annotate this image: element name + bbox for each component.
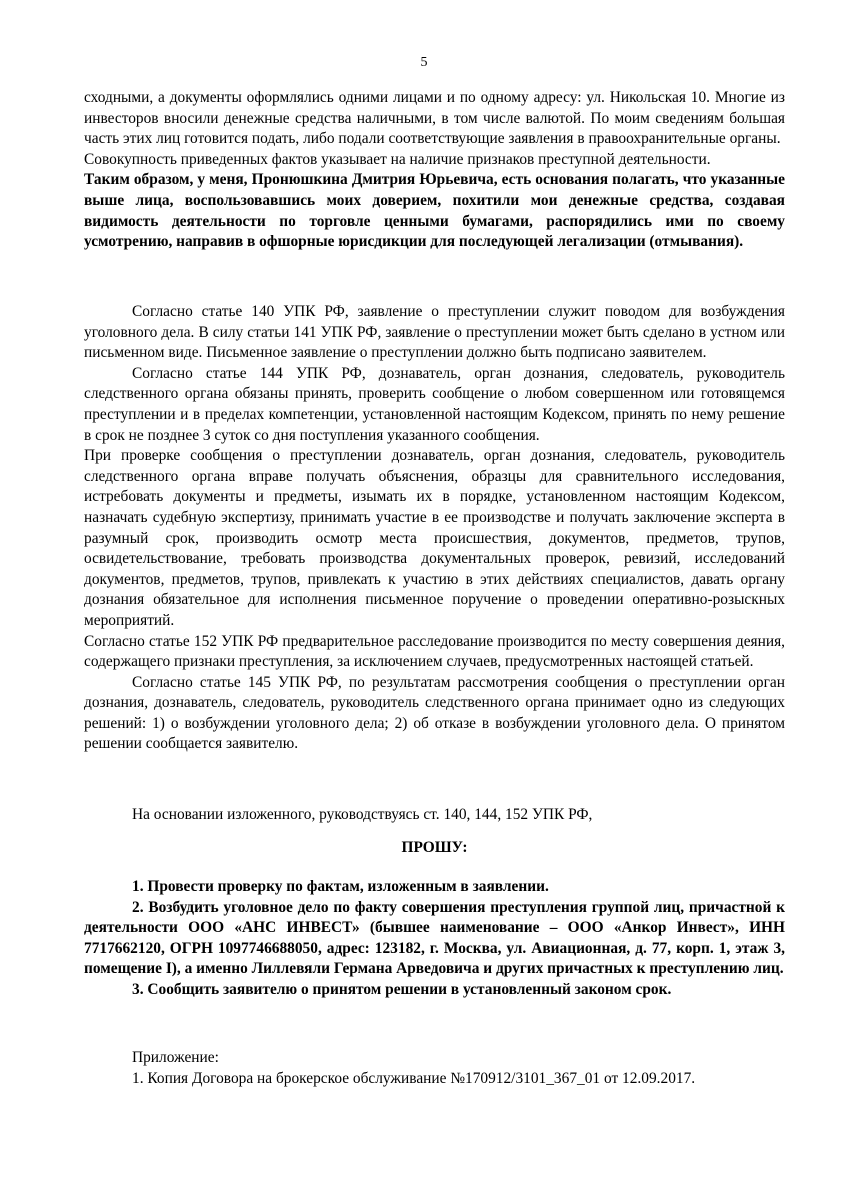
paragraph-totality: Совокупность приведенных фактов указывает на наличие признаков преступной деятельности.: [84, 150, 711, 168]
paragraph-article-145: Согласно статье 145 УПК РФ, по результатам рассмотрения сообщения о преступлении орган дознания, дознаватель, следователь, руководитель следственного органа принимает одно из следующих решений: 1) о возбуждении уголовного дела; 2) об отказе в возбуждении уголовного дела. О принятом решении сообщается заявителю.: [84, 673, 785, 753]
request-item-1: 1. Провести проверку по фактам, изложенным в заявлении.: [132, 878, 549, 895]
body-section-facts: [84, 88, 785, 253]
paragraph-basis: На основании изложенного, руководствуясь ст. 140, 144, 152 УПК РФ,: [132, 806, 593, 823]
body-section-law: [84, 302, 785, 755]
request-item-2: 2. Возбудить уголовное дело по факту совершения преступления группой лиц, причастной к деятельности ООО «АНС ИНВЕСТ» (бывшее наименование – ООО «Анкор Инвест», ИНН 7717662120, ОГРН 1097746688050, адрес: 123182, г. Москва, ул. Авиационная, д. 77, корп. 1, этаж 3, помещение I), а именно Лиллевяли Германа Арведовича и других причастных к преступлению лиц.: [84, 898, 785, 978]
paragraph-article-140: Согласно статье 140 УПК РФ, заявление о преступлении служит поводом для возбуждения уголовного дела. В силу статьи 141 УПК РФ, заявление о преступлении может быть сделано в устном или письменном виде. Письменное заявление о преступлении должно быть подписано заявителем.: [84, 303, 785, 362]
request-item-3: 3. Сообщить заявителю о принятом решении в установленный законом срок.: [132, 980, 672, 998]
paragraph-article-144-b: При проверке сообщения о преступлении дознаватель, орган дознания, следователь, руководитель следственного органа вправе получать объяснения, образцы для сравнительного исследования, истребовать документы и предметы, изымать их в порядке, установленном настоящим Кодексом, назначать судебную экспертизу, принимать участие в ее производстве и получать заключение эксперта в разумный срок, производить осмотр места происшествия, документов, предметов, трупов, освидетельствование, требовать производства документальных проверок, ревизий, исследований документов, предметов, трупов, привлекать к участию в этих действиях специалистов, давать органу дознания обязательное для исполнения письменное поручение о проведении оперативно-розыскных мероприятий.: [84, 447, 785, 629]
paragraph-article-144-a: Согласно статье 144 УПК РФ, дознаватель, орган дознания, следователь, руководитель следственного органа обязаны принять, проверить сообщение о любом совершенном или готовящемся преступлении и в пределах компетенции, установленной настоящим Кодексом, принять по нему решение в срок не позднее 3 суток со дня поступления указанного сообщения.: [84, 364, 785, 444]
request-heading: ПРОШУ:: [401, 839, 468, 856]
attachment-title: Приложение:: [132, 1049, 219, 1066]
paragraph-intro: сходными, а документы оформлялись одними лицами и по одному адресу: ул. Никольская 10. Многие из инвесторов вносили денежные средства наличными, в том числе валютой. По моим сведениям большая часть этих лиц готовится подать, либо подали соответствующие заявления в правоохранительные органы.: [84, 89, 785, 148]
page-number: 5: [420, 55, 428, 70]
paragraph-article-152: Согласно статье 152 УПК РФ предварительное расследование производится по месту совершения деяния, содержащего признаки преступления, за исключением случаев, предусмотренных настоящей статьей.: [84, 632, 785, 671]
request-list: [84, 877, 785, 1001]
basis-section: [84, 805, 785, 826]
paragraph-conclusion: Таким образом, у меня, Пронюшкина Дмитрия Юрьевича, есть основания полагать, что указанные выше лица, воспользовавшись моих доверием, похитили мои денежные средства, создавая видимость деятельности по торговле ценными бумагами, распорядились ими по своему усмотрению, направив в офшорные юрисдикции для последующей легализации (отмывания).: [84, 171, 785, 251]
attachments-section: [84, 1048, 785, 1089]
attachment-item-1: 1. Копия Договора на брокерское обслуживание №170912/3101_367_01 от 12.09.2017.: [132, 1069, 696, 1087]
